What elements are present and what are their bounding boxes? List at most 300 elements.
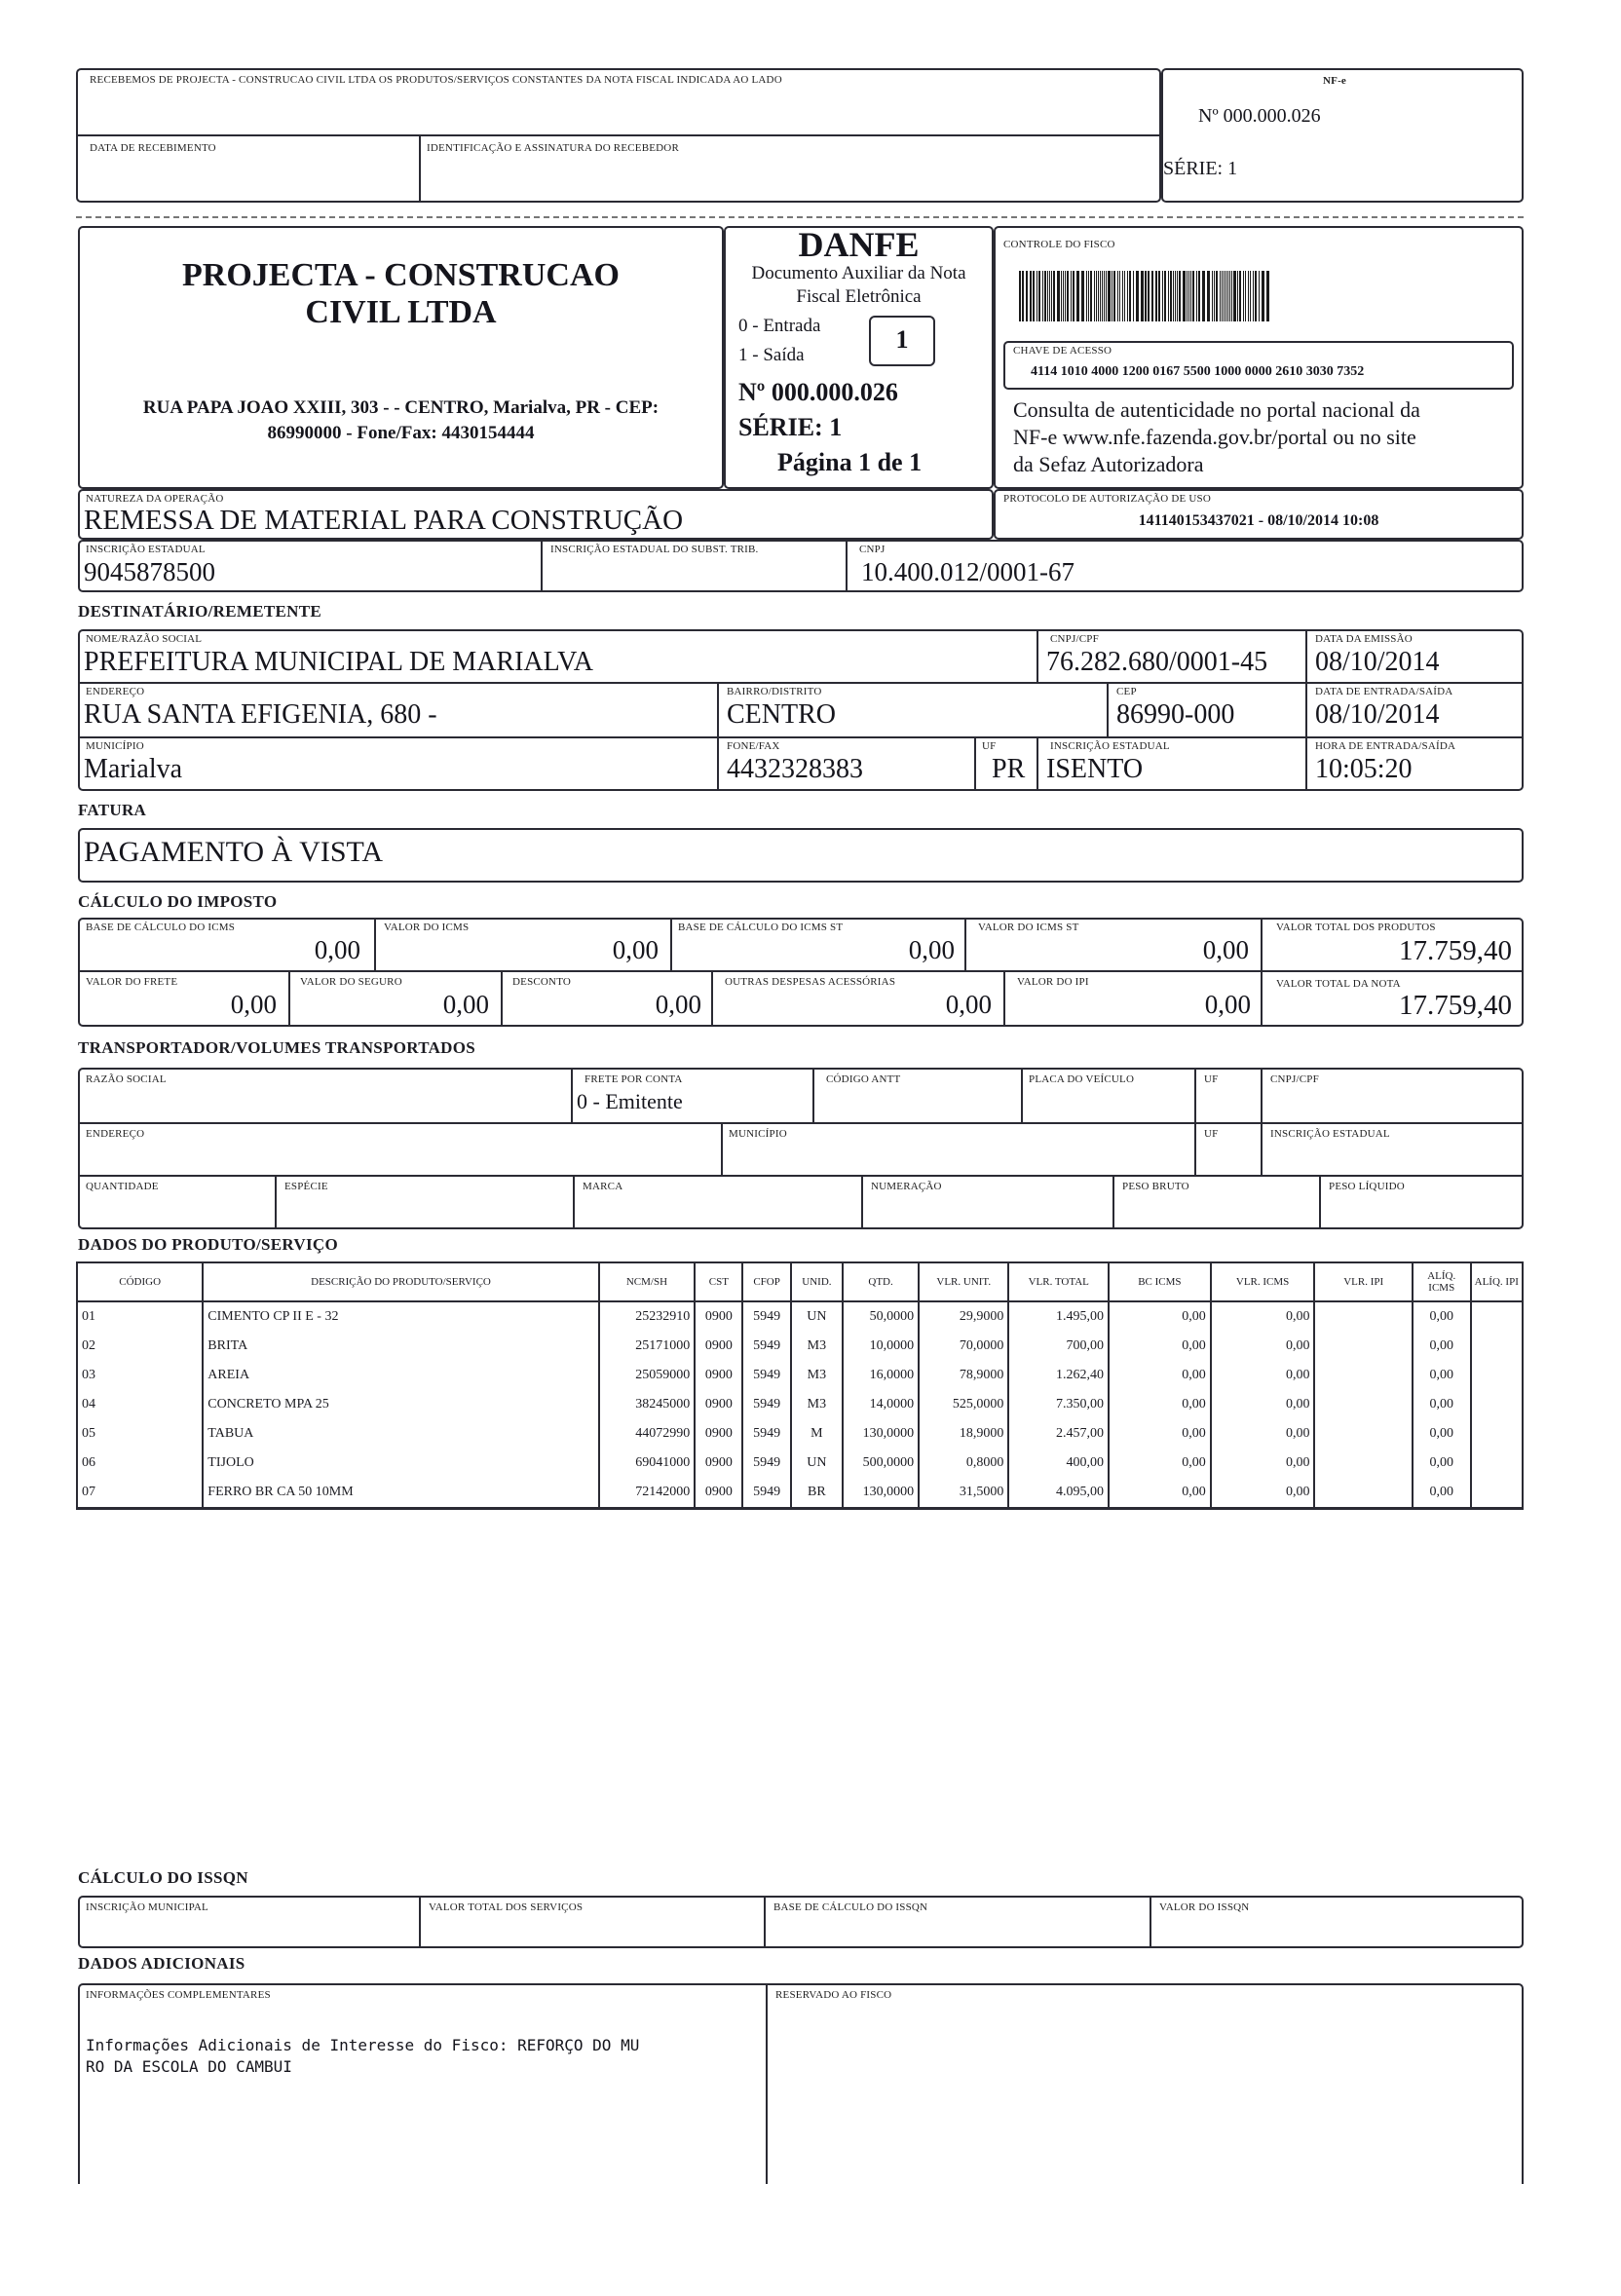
- entry-time-label: HORA DE ENTRADA/SAÍDA: [1315, 740, 1456, 752]
- barcode-bar: [1198, 271, 1200, 321]
- barcode-bar: [1231, 271, 1232, 321]
- issuer-name-line2: CIVIL LTDA: [305, 294, 497, 330]
- ipi-label: VALOR DO IPI: [1017, 976, 1089, 988]
- table-cell: TIJOLO: [203, 1449, 598, 1478]
- barcode-bar: [1133, 271, 1134, 321]
- table-cell: [1471, 1361, 1523, 1390]
- recipient-ie-label: INSCRIÇÃO ESTADUAL: [1050, 740, 1170, 752]
- products-header-cell: ALÍQ. IPI: [1471, 1262, 1523, 1301]
- outras-label: OUTRAS DESPESAS ACESSÓRIAS: [725, 976, 896, 988]
- bairro-value: CENTRO: [727, 699, 836, 730]
- phone-value: 4432328383: [727, 754, 863, 784]
- table-cell: [1314, 1332, 1413, 1361]
- table-cell: 4.095,00: [1008, 1478, 1109, 1509]
- ipi-value: 0,00: [1204, 990, 1251, 1019]
- barcode-bar: [1158, 271, 1160, 321]
- products-header-cell: VLR. ICMS: [1211, 1262, 1315, 1301]
- barcode-bar: [1088, 271, 1089, 321]
- table-row: [77, 1449, 1523, 1478]
- table-row: [77, 1390, 1523, 1419]
- table-cell: 0900: [695, 1478, 742, 1509]
- address-value: RUA SANTA EFIGENIA, 680 -: [84, 699, 437, 730]
- barcode-bar: [1259, 271, 1260, 321]
- consulta-line2: NF-e www.nfe.fazenda.gov.br/portal ou no site: [1013, 425, 1416, 449]
- cep-label: CEP: [1116, 686, 1137, 697]
- table-cell: 0,00: [1413, 1419, 1471, 1449]
- valor-icms-value: 0,00: [612, 935, 659, 964]
- table-cell: UN: [791, 1301, 843, 1332]
- table-cell: 0,00: [1413, 1361, 1471, 1390]
- table-cell: 2.457,00: [1008, 1419, 1109, 1449]
- recipient-section-title: DESTINATÁRIO/REMETENTE: [78, 602, 322, 621]
- barcode-bar: [1061, 271, 1062, 321]
- issqn-total-label: VALOR TOTAL DOS SERVIÇOS: [429, 1901, 584, 1913]
- products-header-cell: CST: [695, 1262, 742, 1301]
- table-cell: [1314, 1419, 1413, 1449]
- reservado-label: RESERVADO AO FISCO: [775, 1989, 892, 2001]
- transport-frete-label: FRETE POR CONTA: [584, 1073, 683, 1085]
- barcode-bar: [1227, 271, 1228, 321]
- table-cell: CIMENTO CP II E - 32: [203, 1301, 598, 1332]
- table-cell: 5949: [742, 1478, 790, 1509]
- chave-label: CHAVE DE ACESSO: [1013, 345, 1112, 357]
- table-cell: 18,9000: [919, 1419, 1008, 1449]
- outras-value: 0,00: [945, 990, 992, 1019]
- valor-icms-st-value: 0,00: [1202, 935, 1249, 964]
- barcode-bar: [1168, 271, 1169, 321]
- barcode-bar: [1245, 271, 1246, 321]
- barcode-bar: [1098, 271, 1099, 321]
- danfe-type-value: 1: [895, 325, 909, 354]
- transport-razao-label: RAZÃO SOCIAL: [86, 1073, 167, 1085]
- barcode-bar: [1164, 271, 1166, 321]
- barcode-bar: [1266, 271, 1269, 321]
- bairro-label: BAIRRO/DISTRITO: [727, 686, 822, 697]
- transport-frete-value: 0 - Emitente: [577, 1089, 683, 1113]
- table-cell: M3: [791, 1361, 843, 1390]
- issuer-name-line1: PROJECTA - CONSTRUCAO: [182, 257, 620, 293]
- desconto-label: DESCONTO: [512, 976, 572, 988]
- table-cell: 0,00: [1109, 1419, 1211, 1449]
- barcode-bar: [1216, 271, 1218, 321]
- barcode-bar: [1102, 271, 1103, 321]
- table-cell: 02: [77, 1332, 203, 1361]
- protocolo-value: 141140153437021 - 08/10/2014 10:08: [1138, 512, 1379, 529]
- table-cell: [1314, 1478, 1413, 1509]
- table-cell: 0900: [695, 1419, 742, 1449]
- barcode-bar: [1096, 271, 1097, 321]
- table-cell: 5949: [742, 1361, 790, 1390]
- table-cell: 0,00: [1211, 1361, 1315, 1390]
- table-cell: BRITA: [203, 1332, 598, 1361]
- table-cell: M3: [791, 1390, 843, 1419]
- barcode-bar: [1057, 271, 1060, 321]
- fatura-section-title: FATURA: [78, 801, 147, 819]
- table-cell: 06: [77, 1449, 203, 1478]
- transport-section-title: TRANSPORTADOR/VOLUMES TRANSPORTADOS: [78, 1038, 476, 1057]
- uf-label: UF: [982, 740, 997, 752]
- ie-row: [78, 540, 1524, 592]
- issuer-address-line2: 86990000 - Fone/Fax: 4430154444: [267, 423, 535, 443]
- consulta-line1: Consulta de autenticidade no portal nacional da: [1013, 397, 1420, 422]
- total-produtos-value: 17.759,40: [1399, 935, 1512, 966]
- issqn-base-label: BASE DE CÁLCULO DO ISSQN: [773, 1901, 928, 1913]
- barcode-bar: [1086, 271, 1087, 321]
- desconto-value: 0,00: [655, 990, 701, 1019]
- barcode-bar: [1253, 271, 1254, 321]
- barcode-bar: [1179, 271, 1181, 321]
- receipt-text: RECEBEMOS DE PROJECTA - CONSTRUCAO CIVIL LTDA OS PRODUTOS/SERVIÇOS CONSTANTES DA NOTA FISCAL INDICADA AO LADO: [90, 74, 782, 86]
- barcode-bar: [1038, 271, 1040, 321]
- receipt-nfe-box: [1161, 68, 1524, 203]
- base-icms-st-label: BASE DE CÁLCULO DO ICMS ST: [678, 922, 844, 933]
- table-row: [77, 1301, 1523, 1332]
- table-cell: 25232910: [599, 1301, 696, 1332]
- danfe-number: Nº 000.000.026: [738, 378, 898, 406]
- additional-section-title: DADOS ADICIONAIS: [78, 1954, 245, 1973]
- barcode-bar: [1122, 271, 1123, 321]
- barcode-bar: [1047, 271, 1048, 321]
- valor-icms-st-label: VALOR DO ICMS ST: [978, 922, 1079, 933]
- table-cell: 130,0000: [843, 1478, 919, 1509]
- table-row: [77, 1478, 1523, 1509]
- info-label: INFORMAÇÕES COMPLEMENTARES: [86, 1989, 271, 2001]
- city-value: Marialva: [84, 754, 183, 784]
- table-cell: [1471, 1419, 1523, 1449]
- table-cell: 78,9000: [919, 1361, 1008, 1390]
- receipt-date-label: DATA DE RECEBIMENTO: [90, 142, 216, 154]
- natureza-value: REMESSA DE MATERIAL PARA CONSTRUÇÃO: [84, 505, 684, 536]
- table-cell: 07: [77, 1478, 203, 1509]
- barcode-bar: [1177, 271, 1178, 321]
- consulta-line3: da Sefaz Autorizadora: [1013, 452, 1204, 476]
- transport-placa-label: PLACA DO VEÍCULO: [1029, 1073, 1135, 1085]
- entry-date-label: DATA DE ENTRADA/SAÍDA: [1315, 686, 1453, 697]
- address-label: ENDEREÇO: [86, 686, 145, 697]
- table-cell: 0,00: [1413, 1390, 1471, 1419]
- table-cell: 31,5000: [919, 1478, 1008, 1509]
- barcode-bar: [1049, 271, 1050, 321]
- table-cell: 69041000: [599, 1449, 696, 1478]
- table-cell: 0,00: [1109, 1332, 1211, 1361]
- table-cell: 0900: [695, 1449, 742, 1478]
- barcode-bar: [1053, 271, 1055, 321]
- barcode-bar: [1117, 271, 1118, 321]
- table-cell: 16,0000: [843, 1361, 919, 1390]
- barcode-bar: [1030, 271, 1032, 321]
- receipt-nfe-number: Nº 000.000.026: [1198, 105, 1321, 127]
- cep-value: 86990-000: [1116, 699, 1235, 730]
- table-cell: CONCRETO MPA 25: [203, 1390, 598, 1419]
- table-cell: 25059000: [599, 1361, 696, 1390]
- barcode-bar: [1148, 271, 1150, 321]
- base-icms-st-value: 0,00: [908, 935, 955, 964]
- table-cell: 25171000: [599, 1332, 696, 1361]
- barcode-bar: [1124, 271, 1125, 321]
- table-cell: [1471, 1478, 1523, 1509]
- table-cell: 0,00: [1413, 1301, 1471, 1332]
- barcode-bar: [1100, 271, 1101, 321]
- table-cell: 0,00: [1211, 1390, 1315, 1419]
- table-cell: 1.495,00: [1008, 1301, 1109, 1332]
- cut-line: [76, 216, 1524, 218]
- table-cell: [1314, 1361, 1413, 1390]
- barcode-bar: [1170, 271, 1172, 321]
- city-label: MUNICÍPIO: [86, 740, 144, 752]
- total-nota-label: VALOR TOTAL DA NOTA: [1276, 978, 1401, 990]
- barcode-bar: [1188, 271, 1189, 321]
- table-cell: M: [791, 1419, 843, 1449]
- products-header-cell: CFOP: [742, 1262, 790, 1301]
- table-cell: 0,00: [1109, 1390, 1211, 1419]
- table-cell: 0,00: [1211, 1449, 1315, 1478]
- barcode-bar: [1067, 271, 1069, 321]
- products-header-cell: ALÍQ. ICMS: [1413, 1262, 1471, 1301]
- barcode-bar: [1173, 271, 1174, 321]
- table-cell: 0900: [695, 1332, 742, 1361]
- products-header-cell: NCM/SH: [599, 1262, 696, 1301]
- barcode-bar: [1151, 271, 1153, 321]
- issuer-address-line1: RUA PAPA JOAO XXIII, 303 - - CENTRO, Marialva, PR - CEP:: [142, 397, 660, 418]
- products-header-cell: DESCRIÇÃO DO PRODUTO/SERVIÇO: [203, 1262, 598, 1301]
- barcode-bar: [1155, 271, 1157, 321]
- table-cell: 0,00: [1109, 1301, 1211, 1332]
- barcode-bar: [1108, 271, 1111, 321]
- table-cell: AREIA: [203, 1361, 598, 1390]
- table-cell: 7.350,00: [1008, 1390, 1109, 1419]
- cnpj-value: 10.400.012/0001-67: [861, 557, 1074, 586]
- danfe-page: Página 1 de 1: [777, 448, 923, 476]
- transport-uf2-label: UF: [1204, 1128, 1219, 1140]
- access-key-barcode: [1019, 271, 1500, 321]
- barcode-bar: [1104, 271, 1105, 321]
- danfe-subtitle-line1: Documento Auxiliar da Nota: [751, 263, 966, 283]
- barcode-bar: [1220, 271, 1221, 321]
- phone-label: FONE/FAX: [727, 740, 780, 752]
- table-cell: 0900: [695, 1361, 742, 1390]
- products-header-cell: VLR. UNIT.: [919, 1262, 1008, 1301]
- table-row: [77, 1419, 1523, 1449]
- barcode-bar: [1044, 271, 1046, 321]
- total-nota-value: 17.759,40: [1399, 990, 1512, 1021]
- table-cell: 130,0000: [843, 1419, 919, 1449]
- barcode-bar: [1136, 271, 1139, 321]
- barcode-bar: [1225, 271, 1226, 321]
- natureza-label: NATUREZA DA OPERAÇÃO: [86, 493, 224, 505]
- additional-box: [78, 1983, 1524, 2184]
- transport-cnpj-label: CNPJ/CPF: [1270, 1073, 1319, 1085]
- entry-date: 08/10/2014: [1315, 699, 1440, 730]
- base-icms-value: 0,00: [314, 935, 360, 964]
- transport-marca-label: MARCA: [583, 1181, 623, 1192]
- barcode-bar: [1233, 271, 1236, 321]
- table-cell: 38245000: [599, 1390, 696, 1419]
- barcode-bar: [1190, 271, 1191, 321]
- fatura-value: PAGAMENTO À VISTA: [84, 836, 384, 868]
- table-cell: 29,9000: [919, 1301, 1008, 1332]
- table-cell: 0,00: [1211, 1419, 1315, 1449]
- products-section-title: DADOS DO PRODUTO/SERVIÇO: [78, 1235, 338, 1254]
- barcode-bar: [1196, 271, 1197, 321]
- table-cell: [1471, 1301, 1523, 1332]
- table-cell: [1314, 1390, 1413, 1419]
- barcode-bar: [1255, 271, 1257, 321]
- transport-ie-label: INSCRIÇÃO ESTADUAL: [1270, 1128, 1390, 1140]
- transport-municipio-label: MUNICÍPIO: [729, 1128, 787, 1140]
- table-cell: 5949: [742, 1449, 790, 1478]
- table-cell: 70,0000: [919, 1332, 1008, 1361]
- barcode-bar: [1183, 271, 1186, 321]
- table-cell: 0,00: [1109, 1478, 1211, 1509]
- protocolo-label: PROTOCOLO DE AUTORIZAÇÃO DE USO: [1003, 493, 1211, 505]
- danfe-series: SÉRIE: 1: [738, 413, 843, 441]
- barcode-bar: [1081, 271, 1084, 321]
- barcode-bar: [1071, 271, 1072, 321]
- table-cell: 0900: [695, 1390, 742, 1419]
- danfe-title: DANFE: [798, 225, 920, 264]
- ie-st-label: INSCRIÇÃO ESTADUAL DO SUBST. TRIB.: [550, 544, 759, 555]
- barcode-bar: [1065, 271, 1066, 321]
- barcode-bar: [1239, 271, 1241, 321]
- barcode-bar: [1129, 271, 1131, 321]
- products-header-cell: BC ICMS: [1109, 1262, 1211, 1301]
- base-icms-label: BASE DE CÁLCULO DO ICMS: [86, 922, 236, 933]
- barcode-bar: [1243, 271, 1244, 321]
- barcode-bar: [1207, 271, 1210, 321]
- recipient-name-label: NOME/RAZÃO SOCIAL: [86, 633, 203, 645]
- table-cell: [1314, 1301, 1413, 1332]
- transport-especie-label: ESPÉCIE: [284, 1181, 328, 1192]
- recipient-name: PREFEITURA MUNICIPAL DE MARIALVA: [84, 647, 594, 677]
- barcode-bar: [1222, 271, 1223, 321]
- table-cell: TABUA: [203, 1419, 598, 1449]
- table-cell: 5949: [742, 1332, 790, 1361]
- barcode-bar: [1192, 271, 1194, 321]
- table-cell: 05: [77, 1419, 203, 1449]
- table-cell: 0,00: [1109, 1449, 1211, 1478]
- table-cell: 0900: [695, 1301, 742, 1332]
- transport-numeracao-label: NUMERAÇÃO: [871, 1181, 942, 1192]
- barcode-bar: [1042, 271, 1043, 321]
- table-cell: 1.262,40: [1008, 1361, 1109, 1390]
- barcode-bar: [1214, 271, 1215, 321]
- barcode-bar: [1076, 271, 1079, 321]
- table-cell: 0,00: [1211, 1332, 1315, 1361]
- table-cell: 500,0000: [843, 1449, 919, 1478]
- table-cell: 50,0000: [843, 1301, 919, 1332]
- table-cell: 0,8000: [919, 1449, 1008, 1478]
- products-header-cell: VLR. TOTAL: [1008, 1262, 1109, 1301]
- table-cell: 01: [77, 1301, 203, 1332]
- transport-peso-bruto-label: PESO BRUTO: [1122, 1181, 1189, 1192]
- table-cell: 72142000: [599, 1478, 696, 1509]
- barcode-bar: [1237, 271, 1238, 321]
- cnpj-label: CNPJ: [859, 544, 886, 555]
- transport-uf-label: UF: [1204, 1073, 1219, 1085]
- danfe-subtitle-line2: Fiscal Eletrônica: [796, 286, 922, 307]
- products-header-cell: UNID.: [791, 1262, 843, 1301]
- barcode-bar: [1202, 271, 1205, 321]
- table-row: [77, 1361, 1523, 1390]
- ie-label: INSCRIÇÃO ESTADUAL: [86, 544, 206, 555]
- barcode-bar: [1229, 271, 1230, 321]
- transport-antt-label: CÓDIGO ANTT: [826, 1073, 901, 1085]
- barcode-bar: [1090, 271, 1092, 321]
- barcode-bar: [1033, 271, 1035, 321]
- table-cell: 0,00: [1211, 1301, 1315, 1332]
- table-cell: 400,00: [1008, 1449, 1109, 1478]
- transport-endereco-label: ENDEREÇO: [86, 1128, 145, 1140]
- products-header-cell: VLR. IPI: [1314, 1262, 1413, 1301]
- table-cell: UN: [791, 1449, 843, 1478]
- info-line2: RO DA ESCOLA DO CAMBUI: [86, 2057, 292, 2076]
- table-cell: M3: [791, 1332, 843, 1361]
- barcode-bar: [1262, 271, 1264, 321]
- emission-label: DATA DA EMISSÃO: [1315, 633, 1413, 645]
- seguro-label: VALOR DO SEGURO: [300, 976, 402, 988]
- recipient-cnpj-label: CNPJ/CPF: [1050, 633, 1099, 645]
- barcode-bar: [1145, 271, 1147, 321]
- barcode-bar: [1175, 271, 1176, 321]
- barcode-bar: [1022, 271, 1024, 321]
- table-cell: 5949: [742, 1301, 790, 1332]
- danfe-saida: 1 - Saída: [738, 345, 805, 365]
- tax-section-title: CÁLCULO DO IMPOSTO: [78, 892, 278, 911]
- transport-peso-liquido-label: PESO LÍQUIDO: [1329, 1181, 1405, 1192]
- issqn-section-title: CÁLCULO DO ISSQN: [78, 1868, 248, 1887]
- barcode-bar: [1141, 271, 1144, 321]
- barcode-bar: [1212, 271, 1213, 321]
- barcode-bar: [1127, 271, 1128, 321]
- valor-icms-label: VALOR DO ICMS: [384, 922, 470, 933]
- issqn-im-label: INSCRIÇÃO MUNICIPAL: [86, 1901, 208, 1913]
- table-cell: 5949: [742, 1390, 790, 1419]
- danfe-entrada: 0 - Entrada: [738, 316, 821, 336]
- table-cell: 14,0000: [843, 1390, 919, 1419]
- emission-date: 08/10/2014: [1315, 647, 1440, 677]
- table-cell: [1471, 1449, 1523, 1478]
- ie-value: 9045878500: [84, 557, 215, 586]
- recipient-cnpj: 76.282.680/0001-45: [1046, 647, 1268, 677]
- transport-quantidade-label: QUANTIDADE: [86, 1181, 159, 1192]
- recipient-ie: ISENTO: [1046, 754, 1144, 784]
- total-produtos-label: VALOR TOTAL DOS PRODUTOS: [1276, 922, 1436, 933]
- barcode-bar: [1250, 271, 1251, 321]
- products-header-cell: QTD.: [843, 1262, 919, 1301]
- barcode-bar: [1026, 271, 1028, 321]
- frete-label: VALOR DO FRETE: [86, 976, 178, 988]
- barcode-bar: [1106, 271, 1107, 321]
- products-header-cell: CÓDIGO: [77, 1262, 203, 1301]
- receipt-nfe-series: SÉRIE: 1: [1163, 158, 1238, 179]
- transport-box: [78, 1068, 1524, 1229]
- seguro-value: 0,00: [442, 990, 489, 1019]
- entry-time: 10:05:20: [1315, 754, 1413, 784]
- table-row: [77, 1332, 1523, 1361]
- barcode-bar: [1248, 271, 1249, 321]
- info-line1: Informações Adicionais de Interesse do Fisco: REFORÇO DO MU: [86, 2036, 640, 2054]
- table-cell: 5949: [742, 1419, 790, 1449]
- chave-value: 4114 1010 4000 1200 0167 5500 1000 0000 2610 3030 7352: [1031, 364, 1365, 379]
- barcode-bar: [1051, 271, 1052, 321]
- frete-value: 0,00: [230, 990, 277, 1019]
- table-cell: 0,00: [1211, 1478, 1315, 1509]
- table-cell: 700,00: [1008, 1332, 1109, 1361]
- issqn-valor-label: VALOR DO ISSQN: [1159, 1901, 1250, 1913]
- table-cell: 03: [77, 1361, 203, 1390]
- barcode-bar: [1063, 271, 1064, 321]
- table-cell: 04: [77, 1390, 203, 1419]
